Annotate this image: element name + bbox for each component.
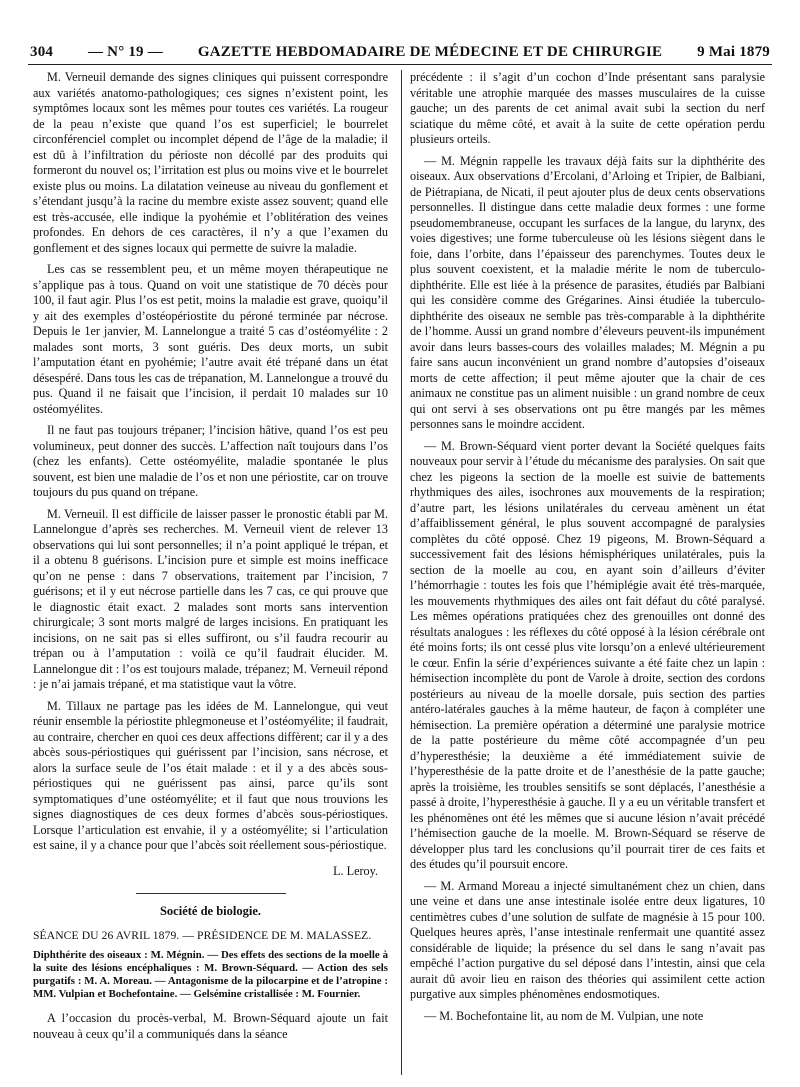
- page-header: [30, 44, 770, 61]
- column-divider: [401, 70, 402, 1075]
- paragraph: — M. Brown-Séquard vient porter devant la Société quelques faits nouveaux pour servir à l’étude du mécanisme des paralysies. On sait que chez les pigeons la section de la moelle est suivie de battements rhythmiques des ailes, isochrones aux mouvements de la respiration; d’autre part, les lésions unilatérales du cerveau amènent un état d’affaiblissement général, le plus souvent accompagné de paralysies complètes du côté opposé. Chez 19 pigeons, M. Brown-Séquard a successivement fait des lésions hémisphériques unilatérales, puis la section de la moelle au cou, en ayant soin d’ailleurs d’éviter l’hémorrhagie : toutes les fois que l’hémiplégie avait été très-marquée, les mouvements rhythmiques des ailes ont fait défaut du côté paralysé. Les mêmes opérations pratiquées chez des grenouilles ont donné des résultats analogues : les réflexes du côté opposé à la lésion cérébrale ont été moins forts; ils ont cessé plus vite lorsqu’on a enlevé ultérieurement le cœur. Enfin la série d’expériences suivante a été faite chez un lapin : hémisection incomplète du pont de Varole à droite, section des cordons postérieurs au niveau de la moelle dorsale, puis section des parties antéro-latérales gauches à la même hauteur, de façon à compléter une hémisection. La première opération a déterminé une paralysie motrice de la patte postérieure du même côté accompagnée d’un peu d’hyperesthésie; la deuxième a été immédiatement suivie de l’hyperesthésie de la patte droite et de l’anesthésie de la patte gauche; après la troisième, les troubles sensitifs se sont déplacés, l’anesthésie a passé à droite, l’hyperesthésie à gauche. Il y a eu un véritable transfert et les phénomènes ont été les mêmes que si aucune lésion n’avait précédé l’hémisection gauche de la moelle. M. Brown-Séquard se réserve de développer plus tard les conclusions qu’il pourrait tirer de ces faits et des études qu’il poursuit encore.: [410, 438, 765, 871]
- paragraph: précédente : il s’agit d’un cochon d’Inde présentant sans paralysie véritable une atrophie marquée des masses musculaires de la cuisse gauche; un des parents de cet animal avait subi la section du nerf sciatique du même côté, et avait à la suite de cette opération perdu plusieurs orteils.: [410, 70, 765, 146]
- paragraph: Il ne faut pas toujours trépaner; l’incision hâtive, quand l’os est peu volumineux, peut donner des succès. L’affection naît toujours dans l’os (chez les enfants). Cette ostéomyélite, maladie spontanée le plus souvent, est bien une maladie de l’os et non une périostite, car on trouve toujours du pus quand on trépane.: [33, 423, 388, 499]
- paragraph: M. Verneuil. Il est difficile de laisser passer le pronostic établi par M. Lannelongue d’après ses recherches. M. Verneuil vient de relever 13 observations qui lui sont personnelles; il n’a point appliqué le trépan, et il a obtenu 8 guérisons. L’incision pure et simple est moins inefficace qu’on ne pense : dans 7 observations, traitement par l’incision, 7 guérisons; et il y eut nécrose partielle dans les 7 cas, ce qui prouve que le diagnostic était exact. 2 malades sont morts sans intervention chirurgicale; 3 sont morts malgré de larges incisions. En pratiquant les incisions, on ne sait pas si elles suffiront, ou s’il faudra recourir au trépan ou à l’amputation : voilà ce qu’il faudrait élucider. M. Lannelongue dit : l’os est toujours malade, trépanez; M. Verneuil répond : je n’ai jamais trépané, et ma statistique vaut la vôtre.: [33, 506, 388, 691]
- paragraph: — M. Mégnin rappelle les travaux déjà faits sur la diphthérite des oiseaux. Aux observations d’Ercolani, d’Arloing et Tripier, de Balbiani, de Piétrapiana, de Nicati, il peut ajouter plus de deux cents observations personnelles. Il distingue dans cette maladie deux formes : une forme pseudomembraneuse, occupant les surfaces de la langue, du larynx, des voies digestives; une forme tuberculeuse où les lésions siègent dans le foie, dans l’orbite, dans l’épaisseur des parenchymes. Toutes deux le plus souvent coexistent, et la maladie mérite le nom de tuberculo-diphthérite. Elle est liée à la présence de parasites, étudiés par Balbiani qui les considère comme des Grégarines. Ainsi étudiée la tuberculo-diphthérite des oiseaux ne semble pas très-comparable à la diphthérite de l’homme. Aussi un grand nombre d’éleveurs peuvent-ils impunément avoir dans leurs basses-cours des volailles malades; M. Mégnin a pu faire sans aucun inconvénient un grand nombre d’autopsies d’oiseaux morts de cette affection; il peut même ajouter que la chair de ces animaux ne constitue pas un aliment nuisible : un grand nombre de ceux qui ont servi à ses observations ont pu être mangés par les mêmes personnes sans le moindre accident.: [410, 153, 765, 431]
- issue-number: — N° 19 —: [88, 44, 163, 60]
- right-column: [410, 70, 765, 1030]
- session-summary: Diphthérite des oiseaux : M. Mégnin. — Des effets des sections de la moelle à la suite des lésions encéphaliques : M. Brown-Séquard. — Action des sels purgatifs : M. A. Moreau. — Antagonisme de la pilocarpine et de l’atropine : MM. Vulpian et Bochefontaine. — Gelsémine cristallisée : M. Fournier.: [33, 949, 388, 1000]
- section-divider: [136, 893, 286, 894]
- paragraph: A l’occasion du procès-verbal, M. Brown-Séquard ajoute un fait nouveau à ceux qu’il a communiqués dans la séance: [33, 1011, 388, 1041]
- paragraph: M. Tillaux ne partage pas les idées de M. Lannelongue, qui veut réunir ensemble la périostite phlegmoneuse et l’ostéomyélite; il faudrait, au contraire, chercher en quoi ces deux affections diffèrent; car il y a des abcès sous-périostiques qui guérissent par l’incision, sans nécrose, et alors la surface seule de l’os était malade : et il y a des abcès sous-périostiques qui ne guérissent pas ainsi, parce qu’ils sont symptomatiques d’une ostéomyélite; et il faut que nous trouvions les signes diagnostiques de ces deux formes d’abcès sous-périostiques. Lorsque l’articulation est envahie, il y a ostéomyélite; si l’articulation est saine, il y a chance pour que l’abcès soit réellement sous-périostique.: [33, 698, 388, 852]
- journal-title: GAZETTE HEBDOMADAIRE DE MÉDECINE ET DE CHIRURGIE: [197, 44, 663, 60]
- page-number: 304: [30, 44, 54, 60]
- seance-line: SÉANCE DU 26 AVRIL 1879. — PRÉSIDENCE DE M. MALASSEZ.: [33, 928, 372, 942]
- header-rule: [28, 64, 772, 65]
- issue-date: 9 Mai 1879: [697, 44, 770, 60]
- author-signature: L. Leroy.: [333, 863, 378, 878]
- paragraph: — M. Bochefontaine lit, au nom de M. Vulpian, une note: [424, 1008, 704, 1023]
- paragraph: M. Verneuil demande des signes cliniques qui puissent correspondre aux variétés anatomo-pathologiques; ces signes n’existent point, les symptômes locaux sont les mêmes pour toutes ces variétés. La rougeur de la peau n’existe que quand l’os est superficiel; le bourrelet circonférenciel complet ou incomplet dépend de l’âge de la maladie; il est dû à l’infiltration du périoste non décollé par des produits qui formeront du nouvel os; l’irritation est plus ou moins vive et le bourrelet existe plus ou moins. La dilatation veineuse au niveau du gonflement et s’étendant jusqu’à la racine du membre existe assez souvent; quand elle est très-accusée, elle indique la pyohémie et l’oblitération des veines profondes. En dehors de ces caractères, il n’y a que l’examen du gonflement et des signes locaux qui permette de suivre la maladie.: [33, 70, 388, 255]
- paragraph: — M. Armand Moreau a injecté simultanément chez un chien, dans une veine et dans une anse intestinale isolée entre deux ligatures, 10 centimètres cubes d’une solution de sulfate de magnésie à 15 pour 100. Quelques heures après, l’anse intestinale renfermait une quantité assez considérable de liquide; la présence du sel dans le sang n’avait pas empêché l’action purgative du sel déposé dans l’intestin, ainsi que cela aurait dû avoir lieu en raison des théories qui assimilent cette action purgative aux simples phénomènes endosmotiques.: [410, 878, 765, 1001]
- section-title: Société de biologie.: [159, 904, 262, 918]
- paragraph: Les cas se ressemblent peu, et un même moyen thérapeutique ne s’applique pas à tous. Quand on voit une statistique de 70 décès pour 100, il faut agir. Plus l’os est petit, moins la maladie est grave, quoiqu’il y ait des exemples d’ostéopériostite du péroné terminée par nécrose. Depuis le 1er janvier, M. Lannelongue a traité 5 cas d’ostéomyélite : 2 malades sont morts, 3 sont guéris. Des deux morts, un subit l’amputation étant en pyohémie; l’autre avait été trépané dans un état désespéré. Dans tous les cas de trépanation, M. Lannelongue a trouvé du pus. Quand il ne faisait que l’incision, il perdait 10 malades sur 10 ostéomyélites.: [33, 262, 388, 416]
- left-column: [33, 70, 388, 1048]
